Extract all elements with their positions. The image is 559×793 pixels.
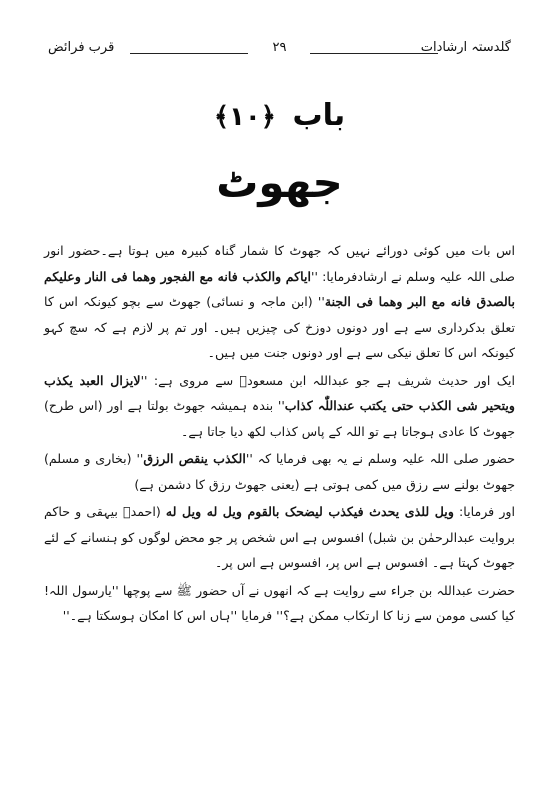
arabic-quote: لایزال العبد یکذب ویتحیر شی الکذب حتی یکتب عنداللّٰہ کذاب — [44, 372, 515, 413]
running-header — [48, 38, 511, 66]
chapter-label: باب — [292, 98, 346, 133]
paragraph-text: اور فرمایا: — [453, 504, 516, 519]
paragraph — [44, 368, 515, 445]
body-text — [44, 238, 515, 631]
arabic-quote: الکذب ینقص الرزق — [143, 451, 246, 466]
page-number: ۲۹ — [272, 40, 287, 55]
paragraph-text: '' بندہ ہمیشہ جھوٹ بولتا ہے اور (اس طرح) جھوٹ کا عادی ہوجاتا ہے تو اللہ کے پاس کذاب لکھ دیا جاتا ہے۔ — [44, 398, 515, 439]
paragraph — [44, 238, 515, 366]
paragraph — [44, 446, 515, 497]
paragraph — [44, 499, 515, 576]
paragraph-text: '' (ابن ماجہ و نسائی) جھوٹ سے بچو کیونکہ اس کا تعلق بدکرداری سے ہے اور دونوں دوزخ کی چیزیں ہیں۔ اور تم پر لازم ہے کہ سچ کہو کیونکہ اس کا تعلق نیکی سے ہے اور دونوں جنت میں ہیں۔ — [44, 294, 515, 360]
paragraph-text: اس بات میں کوئی دورائے نہیں کہ جھوٹ کا شمار گناہ کبیرہ میں ہوتا ہے۔حضور انور صلی اللہ علیہ وسلم نے ارشادفرمایا: '' — [44, 243, 515, 284]
header-section-title: قرب فرائض — [48, 40, 115, 55]
arabic-quote: ویل للذی یحدث فیکذب لیضحک بالقوم ویل له ویل له — [165, 504, 454, 519]
paragraph — [44, 578, 515, 629]
paragraph-text: (احمدؒ بیہقی و حاکم بروایت عبدالرحمٰن بن شبل) افسوس ہے اس شخص پر جو محض لوگوں کو ہنسانے کے لئے جھوٹ کہتا ہے۔ افسوس ہے اس پر، افسوس ہے اس پر۔ — [44, 504, 515, 570]
paragraph-text: ایک اور حدیث شریف ہے جو عبداللہ ابن مسعودؓ سے مروی ہے: '' — [140, 372, 516, 388]
arabic-quote: ایاکم والکذب فانه مع الفجور وهما فی النار وعلیکم بالصدق فانه مع البر وهما فی الجنة — [44, 268, 515, 309]
header-book-title: گلدستہ ارشادات — [420, 40, 511, 55]
chapter-title: جھوٹ — [216, 158, 343, 207]
paragraph-text: حضرت عبداللہ بن جراء سے روایت ہے کہ انھوں نے آں حضور ﷺ سے پوچھا ''یارسول اللہ! کیا کسی مومن سے زنا کا ارتکاب ممکن ہے؟'' فرمایا ''ہاں اس کا امکان ہوسکتا ہے۔'' — [44, 582, 515, 623]
paragraph-text: '' (بخاری و مسلم) جھوٹ بولنے سے رزق میں کمی ہوتی ہے (یعنی جھوٹ رزق کا دشمن ہے) — [44, 451, 515, 492]
chapter-heading — [0, 98, 559, 133]
chapter-number: ﴿۱۰﴾ — [213, 102, 277, 132]
header-rule-left — [130, 53, 248, 54]
paragraph-text: حضور صلی اللہ علیہ وسلم نے یہ بھی فرمایا کہ '' — [245, 451, 515, 466]
